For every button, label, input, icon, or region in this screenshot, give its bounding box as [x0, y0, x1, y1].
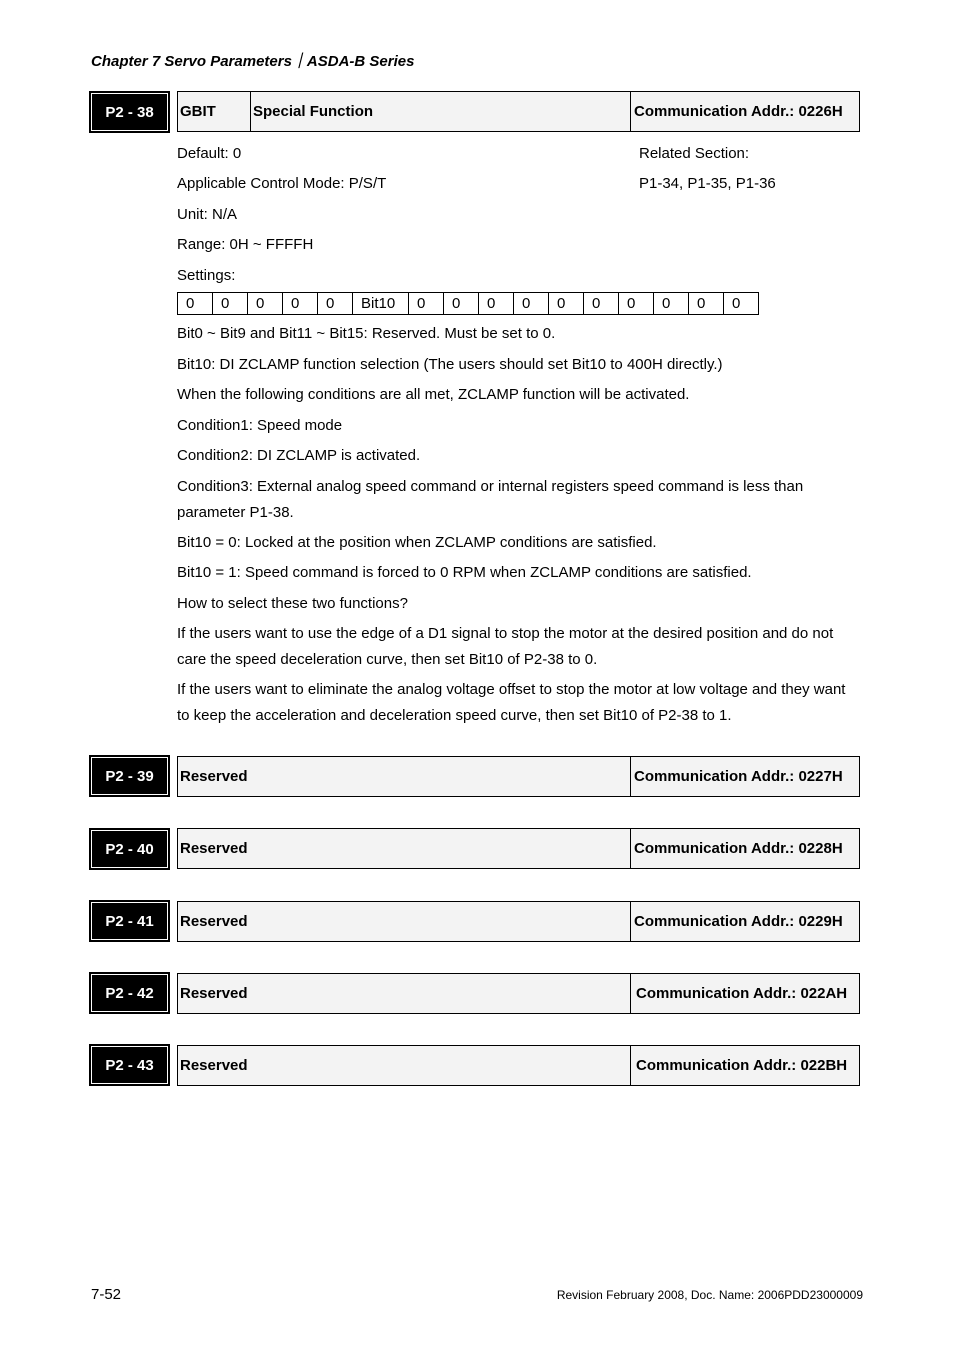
bit-cell: 0	[409, 293, 444, 315]
param-comm-addr: Communication Addr.: 022BH	[630, 1046, 859, 1085]
control-mode: Applicable Control Mode: P/S/T	[177, 175, 387, 192]
param-comm-addr: Communication Addr.: 0226H	[630, 92, 859, 131]
page-number: 7-52	[91, 1286, 122, 1303]
desc-line: Bit10 = 0: Locked at the position when ZCLAMP conditions are satisfied.	[177, 534, 657, 551]
bit-cell: 0	[584, 293, 619, 315]
bit-cell: 0	[654, 293, 689, 315]
related-section-value: P1-34, P1-35, P1-36	[639, 175, 776, 192]
param-id-p2-40: P2 - 40	[89, 828, 170, 870]
param-id-p2-42: P2 - 42	[89, 972, 170, 1014]
param-header-p2-38	[177, 91, 860, 132]
settings-label: Settings:	[177, 267, 236, 284]
chapter-heading: Chapter 7 Servo Parameters｜ASDA-B Series	[91, 53, 415, 70]
bit-cell: 0	[318, 293, 353, 315]
related-section-label: Related Section:	[639, 145, 750, 162]
default-value: Default: 0	[177, 145, 242, 162]
desc-line: How to select these two functions?	[177, 595, 408, 612]
bit-cell: 0	[549, 293, 584, 315]
desc-line: Bit10: DI ZCLAMP function selection (The users should set Bit10 to 400H directly.)	[177, 356, 723, 373]
param-name: Special Function	[250, 92, 630, 131]
param-comm-addr: Communication Addr.: 0229H	[630, 902, 859, 941]
param-id-p2-43: P2 - 43	[89, 1044, 170, 1086]
param-header-p2-43	[177, 1045, 860, 1086]
desc-line: Condition1: Speed mode	[177, 417, 343, 434]
param-id-p2-38: P2 - 38	[89, 91, 170, 133]
range: Range: 0H ~ FFFFH	[177, 236, 314, 253]
bit-cell: 0	[248, 293, 283, 315]
param-header-p2-40	[177, 828, 860, 869]
bit-cell: 0	[479, 293, 514, 315]
desc-paragraph: If the users want to use the edge of a D1 signal to stop the motor at the desired position and do not care the speed deceleration curve, then set Bit10 of P2-38 to 0.	[177, 625, 834, 668]
desc-line: When the following conditions are all met, ZCLAMP function will be activated.	[177, 386, 690, 403]
param-name: Reserved	[180, 840, 248, 857]
bit-cell: 0	[213, 293, 248, 315]
revision-note: Revision February 2008, Doc. Name: 2006PDD23000009	[556, 1288, 863, 1302]
param-name: Reserved	[180, 1057, 248, 1074]
bit-cell: 0	[724, 293, 759, 315]
desc-paragraph: If the users want to eliminate the analog voltage offset to stop the motor at low voltage and they want to keep the acceleration and deceleration speed curve, then set Bit10 of P2-38 to 1.	[177, 681, 846, 724]
bit-cell: 0	[283, 293, 318, 315]
desc-line: Bit10 = 1: Speed command is forced to 0 RPM when ZCLAMP conditions are satisfied.	[177, 564, 752, 581]
param-header-p2-39	[177, 756, 860, 797]
desc-line: Condition2: DI ZCLAMP is activated.	[177, 447, 421, 464]
param-comm-addr: Communication Addr.: 0228H	[630, 829, 859, 868]
param-name: Reserved	[180, 768, 248, 785]
bit-cell: 0	[444, 293, 479, 315]
bit-settings-table	[177, 292, 759, 315]
bit-cell: 0	[178, 293, 213, 315]
param-name: Reserved	[180, 985, 248, 1002]
desc-paragraph: Condition3: External analog speed command or internal registers speed command is less than parameter P1-38.	[177, 478, 804, 521]
param-header-p2-41	[177, 901, 860, 942]
bit-cell-bit10: Bit10	[353, 293, 409, 315]
param-id-p2-41: P2 - 41	[89, 900, 170, 942]
param-header-p2-42	[177, 973, 860, 1014]
desc-line: Bit0 ~ Bit9 and Bit11 ~ Bit15: Reserved. Must be set to 0.	[177, 325, 556, 342]
param-comm-addr: Communication Addr.: 0227H	[630, 757, 859, 796]
param-abbr: GBIT	[180, 103, 216, 120]
bit-cell: 0	[514, 293, 549, 315]
param-id-p2-39: P2 - 39	[89, 755, 170, 797]
bit-cell: 0	[689, 293, 724, 315]
param-comm-addr: Communication Addr.: 022AH	[630, 974, 859, 1013]
bit-cell: 0	[619, 293, 654, 315]
param-name: Reserved	[180, 913, 248, 930]
unit: Unit: N/A	[177, 206, 238, 223]
